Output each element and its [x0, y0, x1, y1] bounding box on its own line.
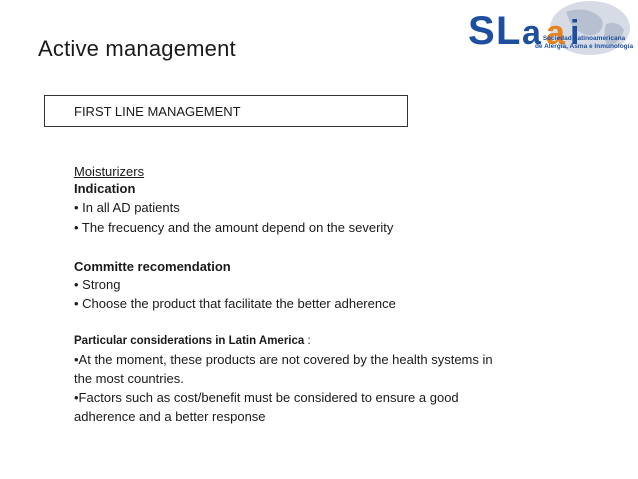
committee-item: • Choose the product that facilitate the better adherence [74, 296, 396, 311]
committee-item: • Strong [74, 277, 121, 292]
indication-heading: Indication [74, 181, 136, 196]
considerations-line: •At the moment, these products are not covered by the health systems in [74, 352, 493, 367]
considerations-line: the most countries. [74, 371, 184, 386]
logo-line1: Sociedad Latinoamericana [542, 35, 626, 42]
indication-item: • The frecuency and the amount depend on the severity [74, 220, 394, 235]
slaai-logo [466, 0, 634, 58]
svg-text:a: a [546, 14, 565, 52]
considerations-heading-text: Particular considerations in Latin America [74, 335, 305, 347]
considerations-line: adherence and a better response [74, 409, 266, 424]
indication-item: • In all AD patients [74, 200, 180, 215]
considerations-heading [74, 333, 311, 350]
svg-text:L: L [496, 9, 521, 53]
svg-text:a: a [522, 14, 541, 52]
svg-text:S: S [468, 9, 495, 53]
considerations-line: •Factors such as cost/benefit must be considered to ensure a good [74, 390, 459, 405]
slide-title: Active management [38, 36, 236, 61]
box-label: FIRST LINE MANAGEMENT [74, 103, 241, 119]
committee-heading: Committe recomendation [74, 259, 231, 274]
considerations-colon: : [304, 335, 311, 347]
moisturizers-heading: Moisturizers [74, 164, 145, 179]
logo-line2: de Alergia, Asma e Inmunología [534, 43, 634, 50]
first-line-management-box [44, 95, 408, 127]
svg-text:i: i [570, 14, 580, 52]
